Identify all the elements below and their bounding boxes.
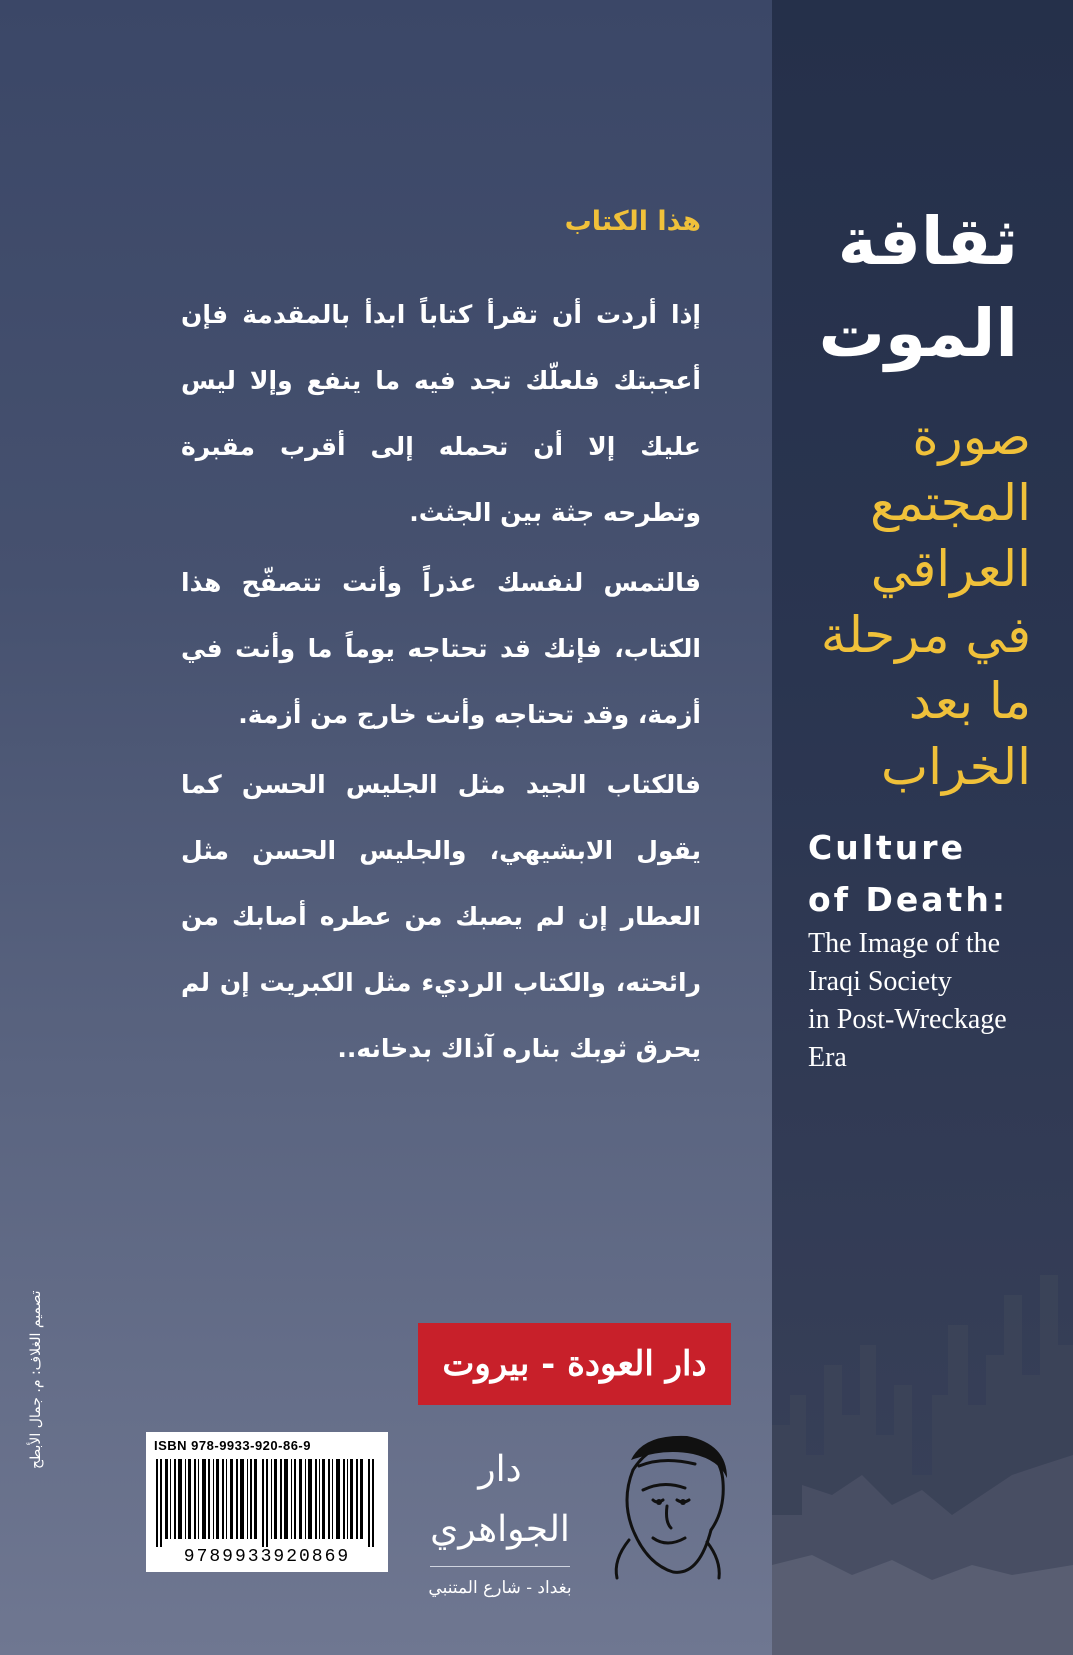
portrait-sketch-icon xyxy=(603,1430,731,1580)
isbn-label: ISBN 978-9933-920-86-9 xyxy=(154,1438,311,1453)
about-heading: هذا الكتاب xyxy=(564,206,701,237)
about-text xyxy=(181,282,701,1086)
barcode-icon xyxy=(154,1459,380,1547)
co-publisher-logo xyxy=(420,1440,580,1603)
city-ruins-image xyxy=(772,1095,1073,1655)
publisher-logo: دار العودة - بيروت xyxy=(418,1323,731,1405)
arabic-subtitle-line: ما بعد xyxy=(908,672,1031,730)
cover-design-credit: تصميم الغلاف: م. جمال الأبطح xyxy=(28,1290,44,1469)
about-paragraph: فالكتاب الجيد مثل الجليس الحسن كما يقول الابشيهي، والجليس الحسن مثل العطار إن لم يصبك من عطره أصابك من رائحته، والكتاب الرديء مثل الكبريت إن لم يحرق ثوبك بناره آذاك بدخانه.. xyxy=(181,770,701,1063)
arabic-title-line1: ثقافة xyxy=(837,203,1018,280)
arabic-subtitle-line: صورة xyxy=(912,408,1031,466)
english-subtitle xyxy=(808,925,1007,1077)
co-publisher-place: بغداد - شارع المتنبي xyxy=(428,1578,572,1598)
arabic-subtitle-line: المجتمع xyxy=(870,474,1031,532)
english-title-line: Culture xyxy=(808,828,966,867)
english-title-line: of Death: xyxy=(808,880,1009,919)
arabic-title-line2: الموت xyxy=(818,295,1018,372)
divider xyxy=(430,1566,570,1567)
arabic-subtitle-line: الخراب xyxy=(881,738,1031,796)
arabic-subtitle-line: العراقي xyxy=(870,540,1031,598)
english-subtitle-line: The Image of the xyxy=(808,928,1001,959)
english-subtitle-line: Iraqi Society xyxy=(808,966,952,997)
isbn-digits: 9789933920869 xyxy=(183,1547,351,1567)
english-subtitle-line: in Post-Wreckage xyxy=(808,1004,1007,1035)
english-title xyxy=(808,822,1008,926)
about-paragraph: فالتمس لنفسك عذراً وأنت تتصفّح هذا الكتاب، فإنك قد تحتاجه يوماً ما وأنت في أزمة، وقد تحتاجه وأنت خارج من أزمة. xyxy=(181,568,701,729)
co-publisher-name: دار الجواهري xyxy=(430,1449,570,1550)
arabic-subtitle-line: في مرحلة xyxy=(820,606,1031,664)
about-paragraph: إذا أردت أن تقرأ كتاباً ابدأ بالمقدمة فإن أعجبتك فلعلّك تجد فيه ما ينفع وإلا ليس عليك إلا أن تحمله إلى أقرب مقبرة وتطرحه جثة بين الجثث. xyxy=(181,300,701,527)
arabic-subtitle xyxy=(791,404,1031,800)
isbn-barcode-block xyxy=(146,1432,388,1572)
english-subtitle-line: Era xyxy=(808,1042,847,1073)
